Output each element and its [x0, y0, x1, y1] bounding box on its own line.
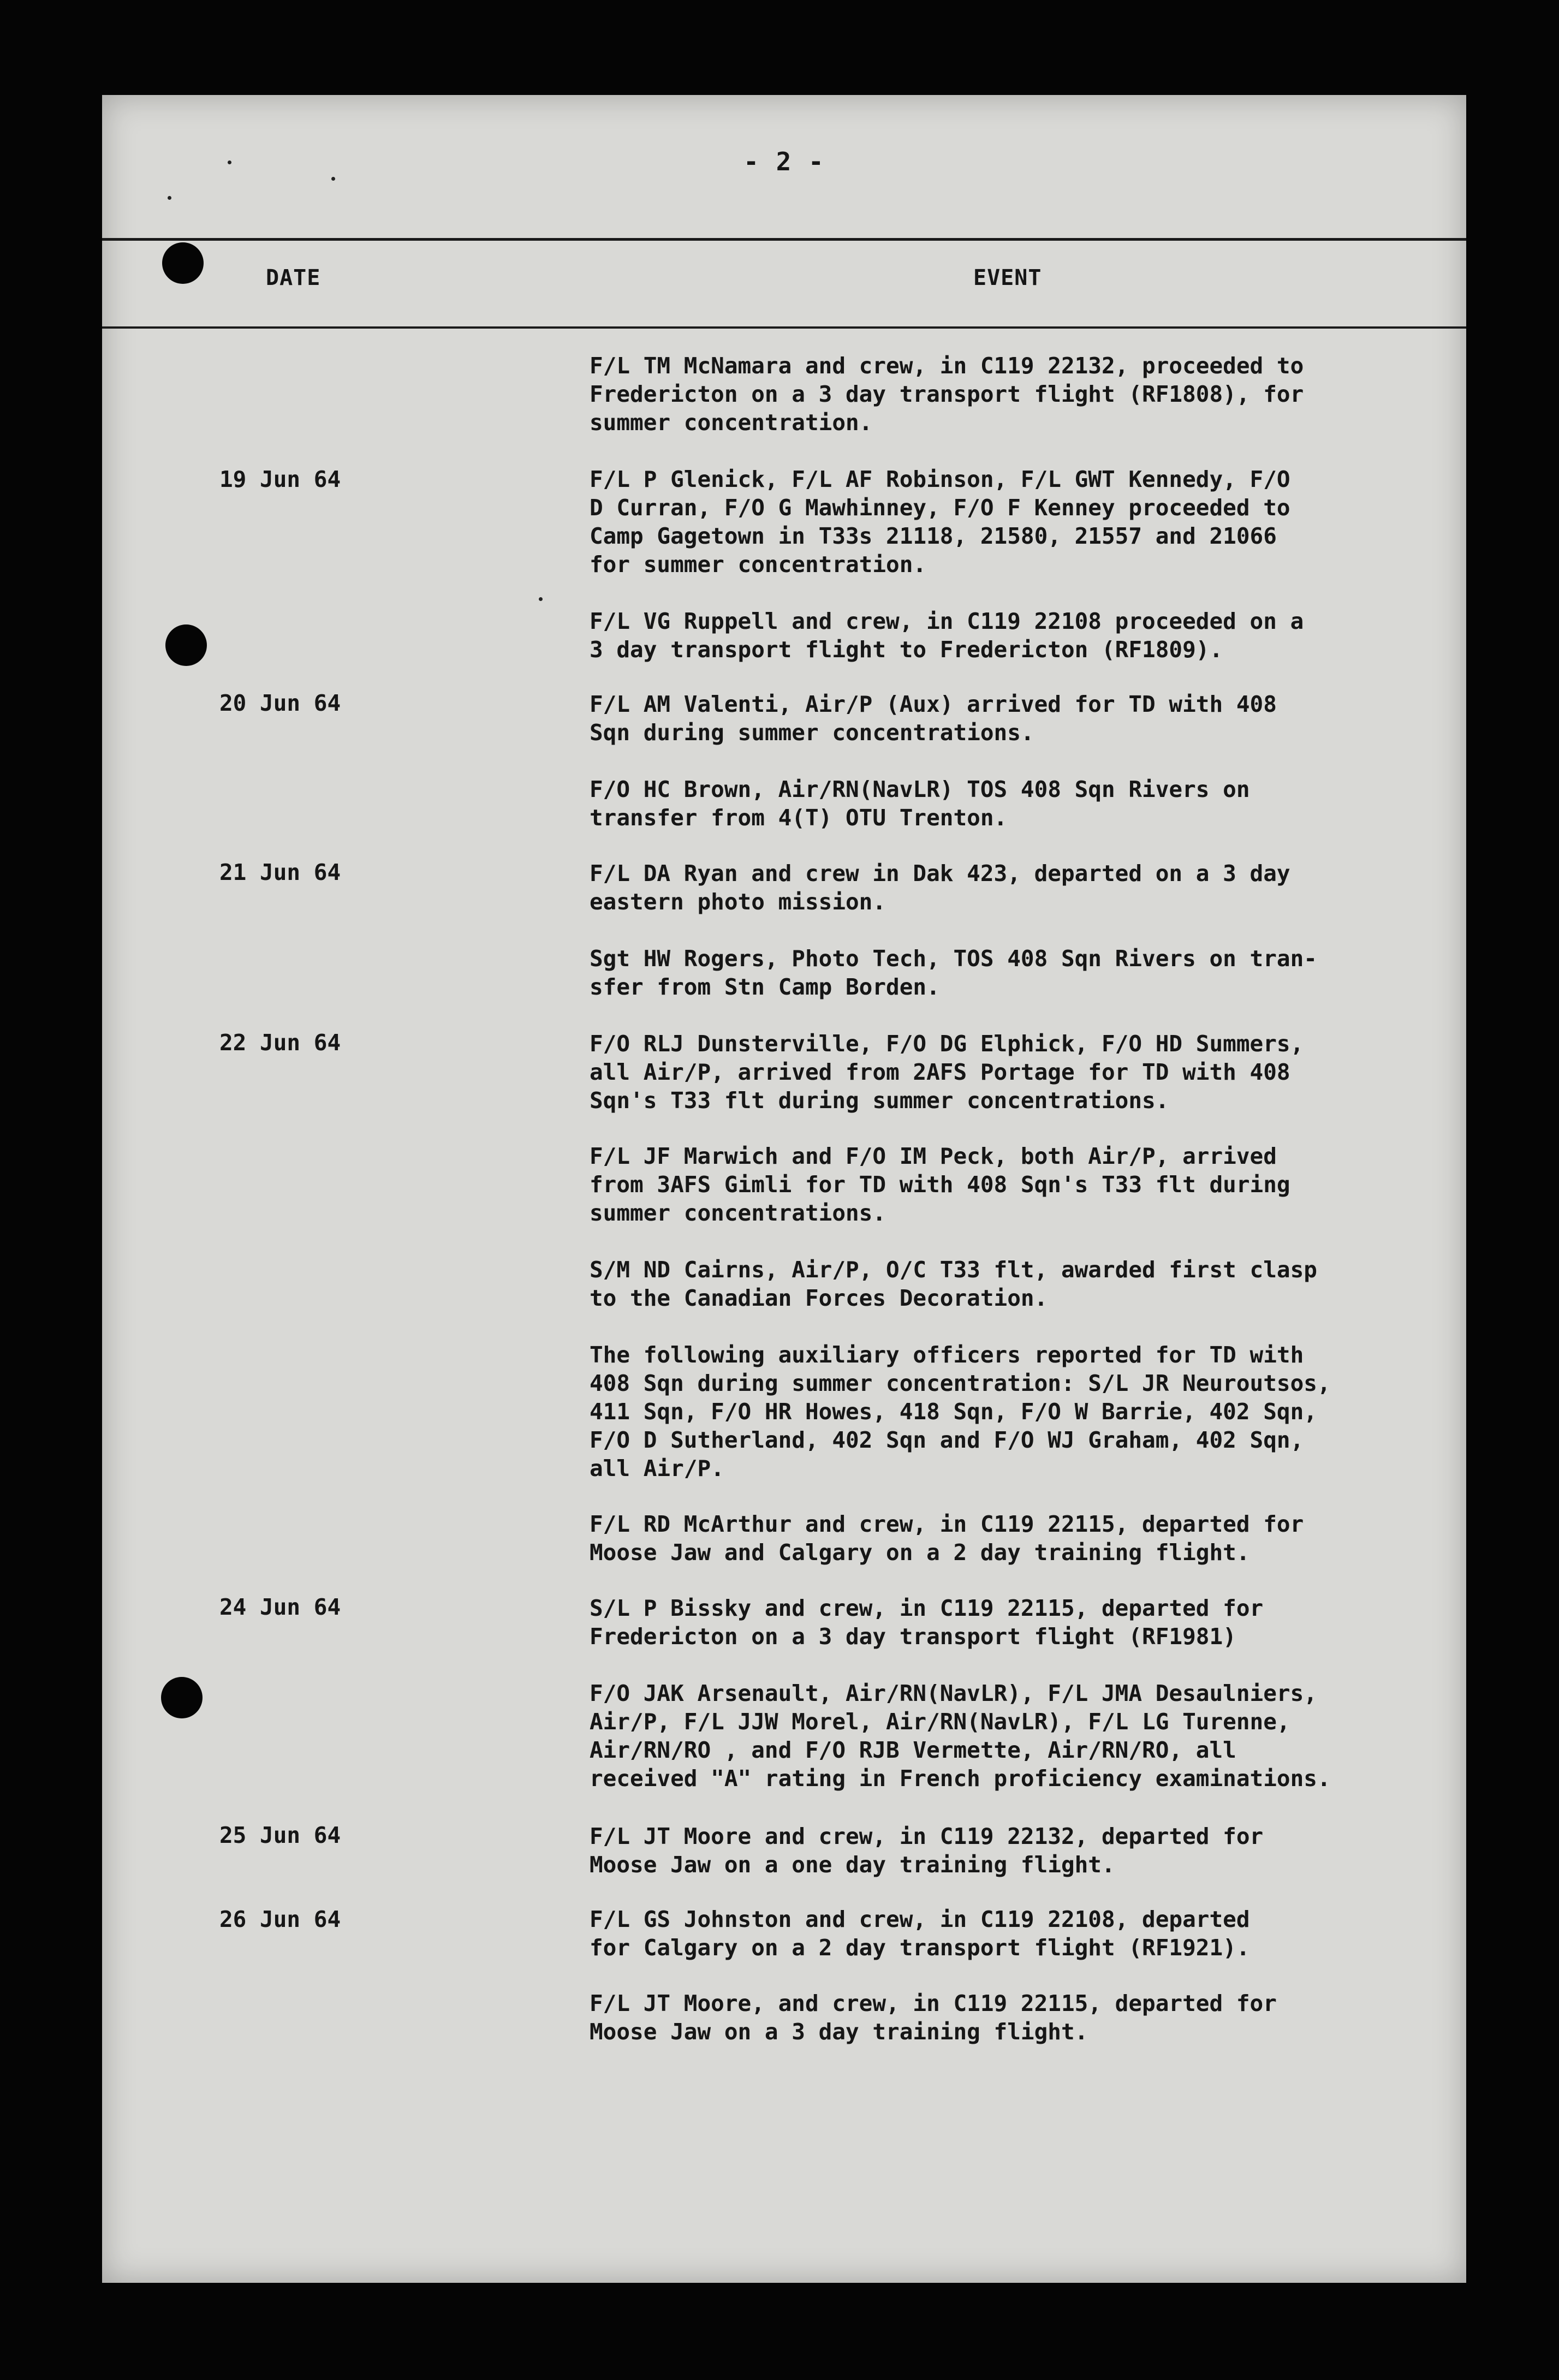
event-entry-text: F/L GS Johnston and crew, in C119 22108, departed for Calgary on a 2 day transport flight (RF1921). — [590, 1906, 1250, 1961]
event-entry-text: F/L VG Ruppell and crew, in C119 22108 proceeded on a 3 day transport flight to Fredericton (RF1809). — [590, 608, 1304, 663]
event-entry-date: 22 Jun 64 — [219, 1030, 341, 1056]
paper-speck — [168, 196, 171, 200]
event-column-header: EVENT — [973, 265, 1042, 290]
event-entry-text: The following auxiliary officers reported for TD with 408 Sqn during summer concentration: S/L JR Neuroutsos, 411 Sqn, F/O HR Howes, 418 Sqn, F/O W Barrie, 402 Sqn, F/O D Sutherland, 402 Sqn and F/O WJ Graham, 402 Sqn, all Air/P. — [590, 1342, 1331, 1481]
header-bottom-rule — [102, 326, 1466, 329]
event-entry-date: 26 Jun 64 — [219, 1906, 341, 1932]
event-entry-date: 21 Jun 64 — [219, 859, 341, 885]
event-entry-text: S/M ND Cairns, Air/P, O/C T33 flt, awarded first clasp to the Canadian Forces Decoration. — [590, 1257, 1317, 1311]
event-entry-text: F/L JT Moore and crew, in C119 22132, departed for Moose Jaw on a one day training flight. — [590, 1823, 1264, 1878]
event-entry-text: F/L DA Ryan and crew in Dak 423, departed on a 3 day eastern photo mission. — [590, 860, 1290, 915]
page-number: - 2 - — [743, 147, 825, 176]
event-entry-date: 24 Jun 64 — [219, 1594, 341, 1620]
event-entry-date: 20 Jun 64 — [219, 690, 341, 716]
event-entry-text: Sgt HW Rogers, Photo Tech, TOS 408 Sqn Rivers on tran- sfer from Stn Camp Borden. — [590, 945, 1317, 1000]
event-entry-text: F/L AM Valenti, Air/P (Aux) arrived for TD with 408 Sqn during summer concentrations. — [590, 691, 1277, 746]
date-column-header: DATE — [266, 265, 321, 290]
event-entry-date: 19 Jun 64 — [219, 466, 341, 492]
event-entry-text: F/O RLJ Dunsterville, F/O DG Elphick, F/O HD Summers, all Air/P, arrived from 2AFS Portage for TD with 408 Sqn's T33 flt during summer concentrations. — [590, 1031, 1304, 1114]
punch-hole — [162, 242, 204, 284]
event-entry-text: S/L P Bissky and crew, in C119 22115, departed for Fredericton on a 3 day transport flight (RF1981) — [590, 1595, 1264, 1650]
punch-hole — [161, 1677, 203, 1718]
event-entry-text: F/O JAK Arsenault, Air/RN(NavLR), F/L JMA Desaulniers, Air/P, F/L JJW Morel, Air/RN(NavLR), F/L LG Turenne, Air/RN/RO , and F/O RJB Vermette, Air/RN/RO, all received "A" rating in French proficiency examinations. — [590, 1680, 1331, 1792]
event-entry-text: F/L RD McArthur and crew, in C119 22115, departed for Moose Jaw and Calgary on a 2 day training flight. — [590, 1511, 1304, 1566]
event-entry-text: F/L JF Marwich and F/O IM Peck, both Air/P, arrived from 3AFS Gimli for TD with 408 Sqn's T33 flt during summer concentrations. — [590, 1143, 1290, 1226]
event-entry-text: F/O HC Brown, Air/RN(NavLR) TOS 408 Sqn Rivers on transfer from 4(T) OTU Trenton. — [590, 776, 1250, 831]
document-page — [102, 95, 1466, 2283]
event-entry-text: F/L JT Moore, and crew, in C119 22115, departed for Moose Jaw on a 3 day training flight. — [590, 1990, 1277, 2045]
punch-hole — [165, 624, 207, 666]
paper-speck — [331, 177, 335, 181]
event-entry-date: 25 Jun 64 — [219, 1822, 341, 1848]
header-top-rule — [102, 238, 1466, 241]
event-entry-text: F/L P Glenick, F/L AF Robinson, F/L GWT Kennedy, F/O D Curran, F/O G Mawhinney, F/O F Kenney proceeded to Camp Gagetown in T33s 21118, 21580, 21557 and 21066 for summer concentration. — [590, 466, 1290, 578]
paper-speck — [539, 597, 543, 601]
event-entry-text: F/L TM McNamara and crew, in C119 22132, proceeded to Fredericton on a 3 day transport flight (RF1808), for summer concentration. — [590, 353, 1304, 436]
